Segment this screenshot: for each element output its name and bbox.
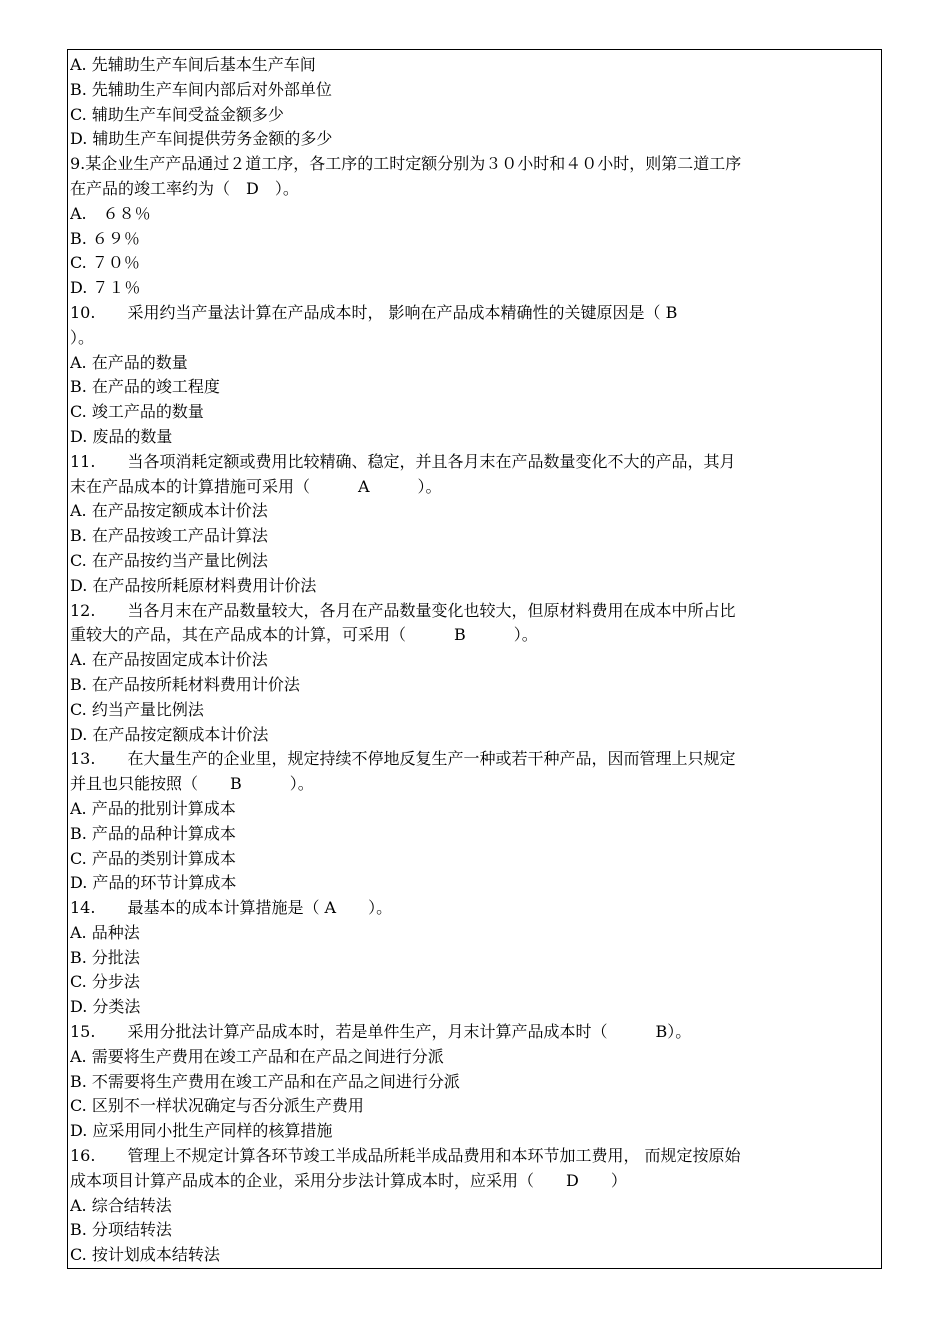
text-line: D. 废品的数量 [70, 426, 173, 446]
text-line: 14. 最基本的成本计算措施是（ A ）。 [70, 898, 393, 918]
text-line: C. 约当产量比例法 [70, 699, 204, 719]
text-line: A. 综合结转法 [70, 1195, 172, 1215]
text-line: B. 先辅助生产车间内部后对外部单位 [70, 79, 332, 99]
text-line: B. 在产品按所耗材料费用计价法 [70, 674, 300, 694]
text-line: D. 在产品按所耗原材料费用计价法 [70, 575, 317, 595]
text-line: B. 产品的品种计算成本 [70, 823, 236, 843]
text-line: C. 按计划成本结转法 [70, 1245, 220, 1265]
text-line: C. 竣工产品的数量 [70, 402, 204, 422]
text-line: 16. 管理上不规定计算各环节竣工半成品所耗半成品费用和本环节加工费用， 而规定按原始 [70, 1146, 741, 1166]
text-line: C. 产品的类别计算成本 [70, 848, 236, 868]
text-line: C. ７０％ [70, 253, 140, 273]
text-line: 10. 采用约当产量法计算在产品成本时， 影响在产品成本精确性的关键原因是（ B [70, 302, 678, 322]
text-line: C. 辅助生产车间受益金额多少 [70, 104, 284, 124]
document-body [70, 53, 877, 1268]
text-line: A. 在产品按固定成本计价法 [70, 650, 268, 670]
text-line: 末在产品成本的计算措施可采用（ A ）。 [70, 476, 442, 496]
text-line: D. 在产品按定额成本计价法 [70, 724, 269, 744]
text-line: 重较大的产品，其在产品成本的计算，可采用（ B ）。 [70, 625, 538, 645]
text-line: D. 分类法 [70, 997, 141, 1017]
text-line: 12. 当各月末在产品数量较大，各月在产品数量变化也较大，但原材料费用在成本中所占比 [70, 600, 736, 620]
text-line: B. 不需要将生产费用在竣工产品和在产品之间进行分派 [70, 1071, 460, 1091]
text-line: 9.某企业生产产品通过２道工序，各工序的工时定额分别为３０小时和４０小时，则第二道工序 [70, 154, 742, 174]
text-line: D. ７１％ [70, 278, 141, 298]
text-line: B. 在产品的竣工程度 [70, 377, 220, 397]
text-line: D. 产品的环节计算成本 [70, 873, 237, 893]
text-line: D. 应采用同小批生产同样的核算措施 [70, 1121, 333, 1141]
text-line: B. 分项结转法 [70, 1220, 172, 1240]
text-line: B. ６９％ [70, 228, 140, 248]
text-line: A. 需要将生产费用在竣工产品和在产品之间进行分派 [70, 1046, 444, 1066]
text-line: 成本项目计算产品成本的企业，采用分步法计算成本时，应采用（ D ） [70, 1170, 627, 1190]
text-line: A. 在产品的数量 [70, 352, 188, 372]
text-line: ）。 [70, 327, 95, 347]
text-line: 13. 在大量生产的企业里，规定持续不停地反复生产一种或若干种产品，因而管理上只规定 [70, 749, 736, 769]
text-line: A. 在产品按定额成本计价法 [70, 501, 268, 521]
text-line: A. 先辅助生产车间后基本生产车间 [70, 55, 316, 74]
text-line: B. 在产品按竣工产品计算法 [70, 526, 268, 546]
document-frame [67, 49, 882, 1269]
text-line: D. 辅助生产车间提供劳务金额的多少 [70, 129, 333, 149]
text-line: A. ６８％ [70, 203, 151, 223]
text-line: A. 品种法 [70, 922, 140, 942]
text-line: 并且也只能按照（ B ）。 [70, 774, 314, 794]
text-line: 11. 当各项消耗定额或费用比较精确、稳定，并且各月末在产品数量变化不大的产品，其月 [70, 451, 736, 471]
text-line: A. 产品的批别计算成本 [70, 798, 236, 818]
text-line: C. 分步法 [70, 972, 140, 992]
text-line: C. 在产品按约当产量比例法 [70, 550, 268, 570]
text-line: 在产品的竣工率约为（ D ）。 [70, 178, 299, 198]
text-line: B. 分批法 [70, 947, 140, 967]
text-line: 15. 采用分批法计算产品成本时，若是单件生产，月末计算产品成本时（ B）。 [70, 1022, 692, 1042]
text-line: C. 区别不一样状况确定与否分派生产费用 [70, 1096, 364, 1116]
